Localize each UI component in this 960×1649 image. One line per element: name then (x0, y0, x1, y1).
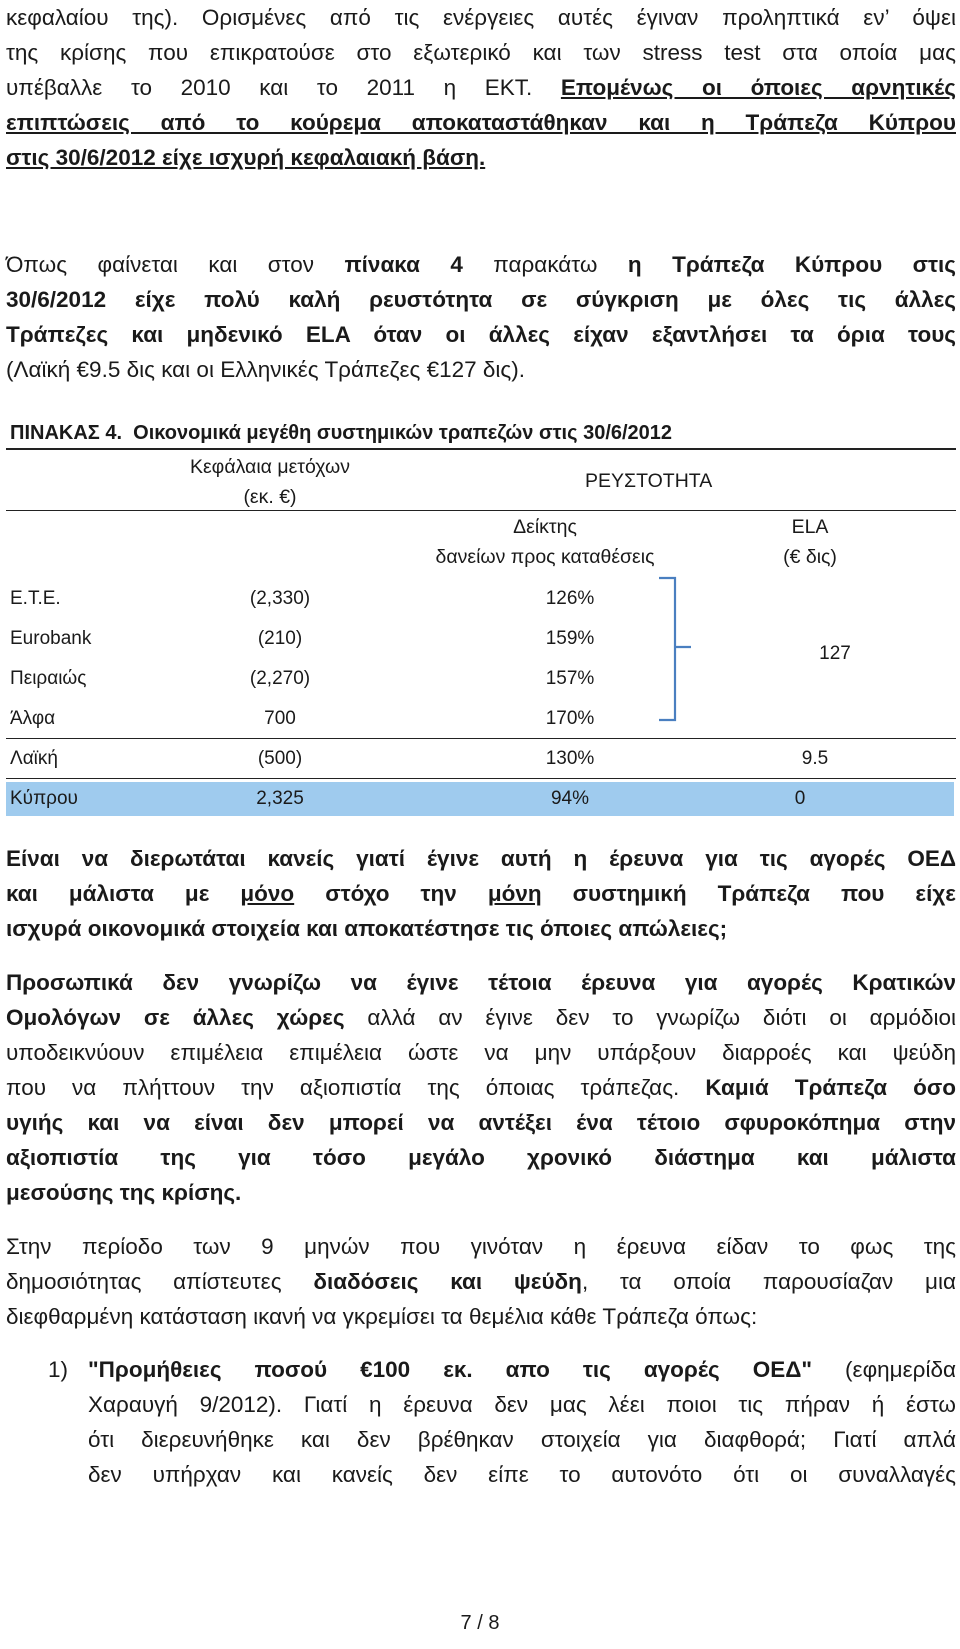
row-eurobank-bank: Eurobank (10, 628, 92, 649)
header-capital-1: Κεφάλαια μετόχων (189, 456, 350, 478)
p5-line-1: Στην περίοδο των 9 μηνών που γινόταν η έρευνα είδαν το φως της (6, 1234, 956, 1259)
row-ete-ratio: 126% (545, 588, 595, 609)
p3-text-c: συστημική Τράπεζα που είχε (541, 881, 956, 906)
p3-line-2 (6, 876, 956, 911)
p4-line-3: υποδεικνύουν επιμέλεια επιμέλεια ώστε να μην υπάρξουν διαρροές και ψεύδη (6, 1040, 956, 1065)
personal-paragraph (6, 965, 956, 1210)
table-top-rule (6, 448, 956, 450)
header-ela-1: ELA (791, 516, 829, 538)
p4-bold-3: Καμιά Τράπεζα όσο (705, 1075, 956, 1100)
p5-line-3: διεφθαρμένη κατάσταση ικανή να γκρεμίσει τα θεμέλια κάθε Τράπεζα όπως: (6, 1304, 758, 1329)
header-ratio-1: Δείκτης (513, 516, 577, 538)
p2-bold-table-ref: πίνακα 4 (344, 252, 463, 277)
group-brace-icon (655, 576, 695, 722)
table-pre-highlight-rule (6, 778, 956, 779)
header-ela-2: (€ δις) (783, 546, 837, 568)
row-laiki-ratio: 130% (545, 748, 595, 769)
li-line-3: ότι διερευνήθηκε και δεν βρέθηκαν στοιχεία για διαφθορά; Γιατί απλά (88, 1427, 956, 1452)
intro-paragraph (6, 0, 956, 175)
row-cyprus-bank: Κύπρου (10, 788, 78, 809)
p4-line-2 (6, 1000, 956, 1035)
row-laiki-capital: (500) (257, 748, 303, 769)
p2-line-2 (6, 282, 956, 317)
p4-bold-1: Προσωπικά δεν γνωρίζω να έγινε τέτοια έρευνα για αγορές Κρατικών (6, 970, 956, 995)
p3-underline-1: μόνο (240, 881, 295, 906)
p3-text-b: στόχο την (294, 881, 488, 906)
row-alpha-capital: 700 (264, 708, 296, 729)
row-eurobank-ratio: 159% (545, 628, 595, 649)
p4-line-6 (6, 1140, 956, 1175)
row-cyprus-ratio: 94% (550, 788, 590, 809)
li-text-1: (εφημερίδα (812, 1357, 956, 1382)
row-piraeus-bank: Πειραιώς (10, 668, 87, 689)
page-number: 7 / 8 (460, 1612, 500, 1634)
question-paragraph (6, 841, 956, 946)
intro-line-1: κεφαλαίου της). Ορισμένες από τις ενέργειες αυτές έγιναν προληπτικά εν’ όψει (6, 5, 956, 30)
header-liquidity: ΡΕΥΣΤΟΤΗΤΑ (585, 470, 713, 492)
row-ete-bank: Ε.Τ.Ε. (10, 588, 61, 609)
p2-bold-3: 30/6/2012 είχε πολύ καλή ρευστότητα σε σύγκριση με όλες τις άλλες (6, 287, 956, 312)
intro-bold-3: στις 30/6/2012 είχε ισχυρή κεφαλαιακή βάση. (6, 145, 486, 170)
list-item (48, 1352, 956, 1492)
table-header-rule (6, 510, 956, 511)
p4-bold-5: αξιοπιστία της για τόσο μεγάλο χρονικό διάστημα και μάλιστα (6, 1145, 956, 1170)
intro-bold-1: Επομένως οι όποιες αρνητικές (560, 75, 957, 100)
row-piraeus-capital: (2,270) (249, 668, 311, 689)
li-line-1 (88, 1352, 956, 1387)
table-caption (10, 422, 672, 445)
p3-text-a: και μάλιστα με (6, 881, 241, 906)
row-cyprus-capital: 2,325 (256, 788, 304, 809)
p4-line-7 (6, 1175, 956, 1210)
p2-bold-2: η Τράπεζα Κύπρου στις (627, 252, 956, 277)
table-mid-rule (6, 738, 956, 739)
p2-line-4: (Λαϊκή €9.5 δις και οι Ελληνικές Τράπεζες €127 δις). (6, 357, 526, 382)
p4-line-5 (6, 1105, 956, 1140)
p4-bold-4: υγιής και να είναι δεν μπορεί να αντέξει ένα τέτοιο σφυροκόπημα στην (6, 1110, 956, 1135)
header-capital-2: (εκ. €) (243, 486, 297, 508)
p5-text-b: , τα οποία παρουσίαζαν μια (581, 1269, 957, 1294)
p2-text-2: παρακάτω (462, 252, 628, 277)
li-bold: "Προμήθειες ποσού €100 εκ. απο τις αγορές ΟΕΔ" (88, 1357, 813, 1382)
rumours-paragraph (6, 1229, 956, 1334)
intro-line-4-wrap (6, 105, 956, 140)
row-eurobank-capital: (210) (257, 628, 303, 649)
p4-bold-6: μεσούσης της κρίσης. (6, 1180, 242, 1205)
intro-line-3-wrap (6, 70, 956, 105)
list-number: 1) (48, 1357, 69, 1382)
row-laiki-bank: Λαϊκή (10, 748, 58, 769)
p5-text-a: δημοσιότητας απίστευτες (6, 1269, 314, 1294)
p3-line-1: Είναι να διερωτάται κανείς γιατί έγινε αυτή η έρευνα για τις αγορές ΟΕΔ (6, 846, 956, 871)
p4-line-1 (6, 965, 956, 1000)
row-laiki-ela: 9.5 (801, 748, 829, 769)
p2-line-3 (6, 317, 956, 352)
list-body (88, 1352, 956, 1492)
p4-text-1: αλλά αν έγινε δεν το γνωρίζω διότι οι αρμόδιοι (344, 1005, 956, 1030)
row-alpha-bank: Άλφα (10, 708, 56, 729)
p5-line-2 (6, 1264, 956, 1299)
grouped-ela-value: 127 (819, 643, 851, 664)
p4-bold-2: Ομολόγων σε άλλες χώρες (6, 1005, 345, 1030)
liquidity-paragraph (6, 247, 956, 387)
li-line-2: Χαραυγή 9/2012). Γιατί η έρευνα δεν μας λέει ποιοι τις πήραν ή έστω (88, 1392, 956, 1417)
row-alpha-ratio: 170% (545, 708, 595, 729)
row-ete-capital: (2,330) (249, 588, 311, 609)
p4-text-3: που να πλήττουν την αξιοπιστία της όποιας τράπεζας. (6, 1075, 706, 1100)
intro-line-5-wrap (6, 140, 956, 175)
p2-line-1 (6, 247, 956, 282)
p3-line-3: ισχυρά οικονομικά στοιχεία και αποκατέστησε τις όποιες απώλειες; (6, 916, 728, 941)
intro-line-3: υπέβαλλε το 2010 και το 2011 η ΕΚΤ. (6, 75, 533, 100)
table-caption-title: Οικονομικά μεγέθη συστημικών τραπεζών στις 30/6/2012 (133, 422, 673, 444)
p3-underline-2: μόνη (487, 881, 542, 906)
p5-bold: διαδόσεις και ψεύδη (313, 1269, 582, 1294)
p2-bold-4: Τράπεζες και μηδενικό ELA όταν οι άλλες είχαν εξαντλήσει τα όρια τους (6, 322, 956, 347)
row-cyprus-ela: 0 (794, 788, 806, 809)
p4-line-4 (6, 1070, 956, 1105)
table-caption-label: ΠΙΝΑΚΑΣ 4. (10, 422, 123, 444)
li-line-4: δεν υπήρχαν και κανείς δεν είπε το αυτονότο ότι οι συναλλαγές (88, 1462, 956, 1487)
p2-text-1: Όπως φαίνεται και στον (6, 252, 345, 277)
header-ratio-2: δανείων προς καταθέσεις (435, 546, 655, 568)
row-piraeus-ratio: 157% (545, 668, 595, 689)
intro-bold-2: επιπτώσεις από το κούρεμα αποκαταστάθηκαν και η Τράπεζα Κύπρου (6, 110, 956, 135)
intro-line-2: της κρίσης που επικρατούσε στο εξωτερικό και των stress test στα οποία μας (6, 40, 956, 65)
